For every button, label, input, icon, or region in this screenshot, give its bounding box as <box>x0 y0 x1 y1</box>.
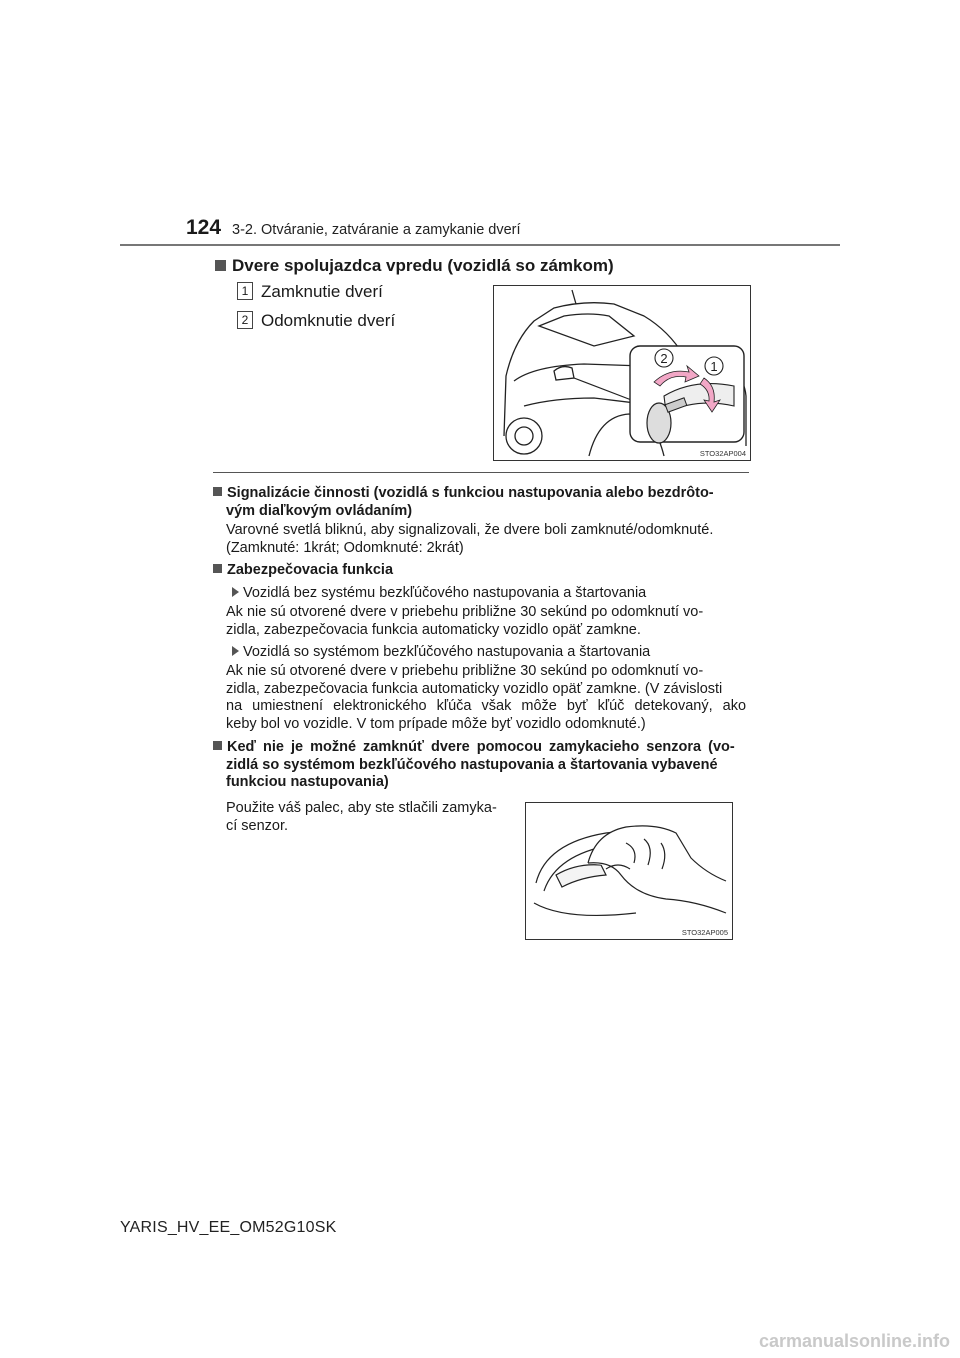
passenger-door-title: Dvere spolujazdca vpredu (vozidlá so zámkom) <box>232 256 614 275</box>
bullet-square-icon <box>213 741 222 750</box>
security-title: Zabezpečovacia funkcia <box>213 562 393 580</box>
hand-on-handle-illustration <box>526 803 732 939</box>
step-label: Zamknutie dverí <box>261 282 383 301</box>
step-number-badge: 2 <box>237 311 253 329</box>
car-door-lock-figure <box>493 285 751 461</box>
step-lock <box>237 282 383 302</box>
security-case2-label: Vozidlá so systémom bezkľúčového nastupovania a štartovania <box>232 644 650 660</box>
triangle-bullet-icon <box>232 646 239 656</box>
step-unlock <box>237 311 395 331</box>
bullet-square-icon <box>213 564 222 573</box>
security-case1-body: Ak nie sú otvorené dvere v priebehu približne 30 sekúnd po odomknutí vo- zidla, zabezpečovacia funkcia automaticky vozidlo opäť zamkne. <box>226 604 704 638</box>
figure-code: STO32AP004 <box>699 449 746 458</box>
security-case1-label: Vozidlá bez systému bezkľúčového nastupovania a štartovania <box>232 585 646 601</box>
signalization-title: Signalizácie činnosti (vozidlá s funkciou nastupovania alebo bezdrôto- vým diaľkovým ovládaním) <box>213 485 749 520</box>
figure-code: STO32AP005 <box>681 928 728 937</box>
section-divider <box>213 472 749 473</box>
triangle-bullet-icon <box>232 587 239 597</box>
passenger-door-heading <box>215 256 614 276</box>
car-lock-illustration <box>494 286 750 460</box>
section-title: 3-2. Otváranie, zatváranie a zamykanie dverí <box>232 222 521 238</box>
callout-2: 2 <box>660 351 668 366</box>
step-label: Odomknutie dverí <box>261 311 396 330</box>
step-number-badge: 1 <box>237 282 253 300</box>
bullet-square-icon <box>215 260 226 271</box>
lock-sensor-title: Keď nie je možné zamknúť dvere pomocou zamykacieho senzora (vo- zidlá so systémom bezkľúčového nastupovania a štartovania vybavené funkciou nastupovania) <box>213 739 749 792</box>
lock-sensor-body: Použite váš palec, aby ste stlačili zamyka- cí senzor. <box>226 800 497 834</box>
callout-1: 1 <box>710 359 718 374</box>
security-case2-body: Ak nie sú otvorené dvere v priebehu približne 30 sekúnd po odomknutí vo- zidla, zabezpečovacia funkcia automaticky vozidlo opäť zamkne. (V závislosti na umiestnení elektronického kľúča však môže byť kľúč detekovaný, ako keby bol vo vozidle. V tom prípade môže byť vozidlo odomknuté.) <box>226 663 747 732</box>
signalization-body: Varovné svetlá bliknú, aby signalizovali, že dvere boli zamknuté/odomknuté. (Zamknuté: 1krát; Odomknuté: 2krát) <box>226 522 714 556</box>
header-divider <box>120 244 840 246</box>
page-number: 124 <box>186 216 222 239</box>
bullet-square-icon <box>213 487 222 496</box>
document-code: YARIS_HV_EE_OM52G10SK <box>120 1219 337 1236</box>
watermark-text: carmanualsonline.info <box>758 1331 950 1351</box>
lock-sensor-figure <box>525 802 733 940</box>
